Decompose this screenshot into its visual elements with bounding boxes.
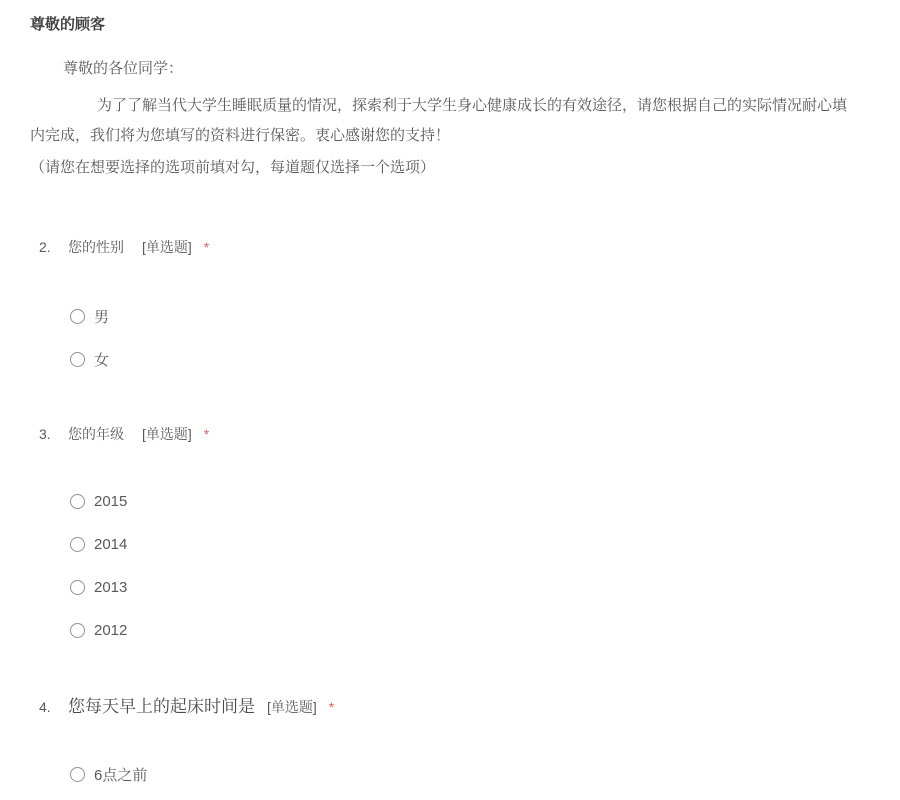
radio-option-before-6[interactable] [70, 764, 147, 785]
intro-paragraph-line-2: 内完成，我们将为您填写的资料进行保密。衷心感谢您的支持！ [30, 127, 451, 144]
radio-button-unchecked-icon[interactable] [70, 537, 85, 552]
radio-button-unchecked-icon[interactable] [70, 309, 85, 324]
radio-button-unchecked-icon[interactable] [70, 767, 85, 782]
question-title: 您每天早上的起床时间是 [68, 697, 255, 716]
question-type-tag: [单选题] [142, 426, 192, 442]
option-label: 2014 [94, 536, 128, 553]
option-label: 男 [94, 309, 110, 326]
question-2-header [39, 237, 209, 257]
radio-button-unchecked-icon[interactable] [70, 580, 85, 595]
question-3-header [39, 424, 209, 444]
radio-option-2015[interactable] [70, 493, 127, 510]
option-label: 2013 [94, 579, 128, 596]
radio-button-unchecked-icon[interactable] [70, 494, 85, 509]
required-asterisk: * [203, 426, 210, 442]
radio-option-2012[interactable] [70, 622, 127, 639]
intro-paragraph-line-1: 为了了解当代大学生睡眠质量的情况，探索利于大学生身心健康成长的有效途径，请您根据自己的实际情况耐心填 [97, 97, 848, 114]
radio-option-male[interactable] [70, 306, 109, 327]
question-title: 您的年级 [68, 426, 124, 442]
option-label: 6点之前 [94, 767, 148, 784]
required-asterisk: * [203, 239, 210, 255]
question-number: 2. [39, 239, 51, 255]
question-4-header [39, 692, 334, 717]
question-number: 4. [39, 699, 51, 715]
radio-option-2013[interactable] [70, 579, 127, 596]
radio-button-unchecked-icon[interactable] [70, 623, 85, 638]
question-type-tag: [单选题] [142, 239, 192, 255]
intro-greeting: 尊敬的各位同学： [63, 60, 184, 77]
question-type-tag: [单选题] [267, 699, 317, 715]
page-title: 尊敬的顾客 [30, 16, 106, 33]
question-number: 3. [39, 426, 51, 442]
option-label: 2015 [94, 493, 128, 510]
required-asterisk: * [328, 699, 335, 715]
radio-option-2014[interactable] [70, 536, 127, 553]
radio-button-unchecked-icon[interactable] [70, 352, 85, 367]
instruction-note: （请您在想要选择的选项前填对勾，每道题仅选择一个选项） [30, 159, 436, 176]
option-label: 2012 [94, 622, 128, 639]
radio-option-female[interactable] [70, 349, 109, 370]
option-label: 女 [94, 352, 110, 369]
question-title: 您的性别 [68, 239, 124, 255]
